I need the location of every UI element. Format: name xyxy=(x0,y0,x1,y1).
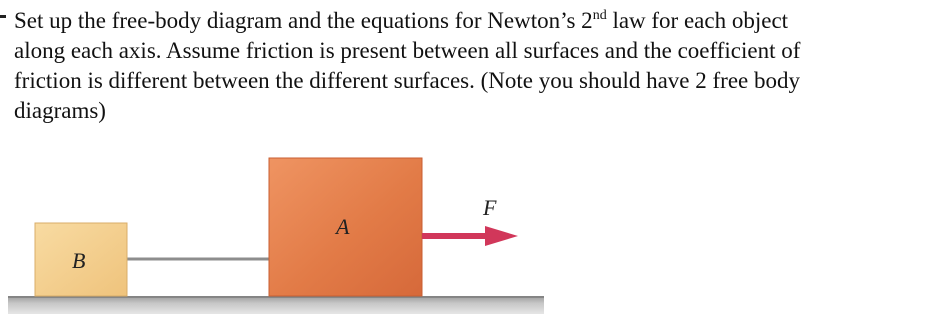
block-a-label: A xyxy=(336,214,350,239)
block-b-label: B xyxy=(72,248,86,273)
problem-line-1-text: Set up the free-body diagram and the equations for Newton’s 2 xyxy=(14,8,593,33)
problem-line-2: along each axis. Assume friction is present between all surfaces and the coefficient of xyxy=(14,38,801,63)
floor-surface xyxy=(8,296,544,314)
problem-line-1-end: law for each object xyxy=(606,8,789,33)
problem-line-4: diagrams) xyxy=(14,98,106,123)
force-arrow xyxy=(422,226,518,246)
superscript-nd: nd xyxy=(592,8,607,23)
force-label: F xyxy=(483,195,497,220)
problem-line-3: friction is different between the different surfaces. (Note you should have 2 free body xyxy=(14,68,800,93)
